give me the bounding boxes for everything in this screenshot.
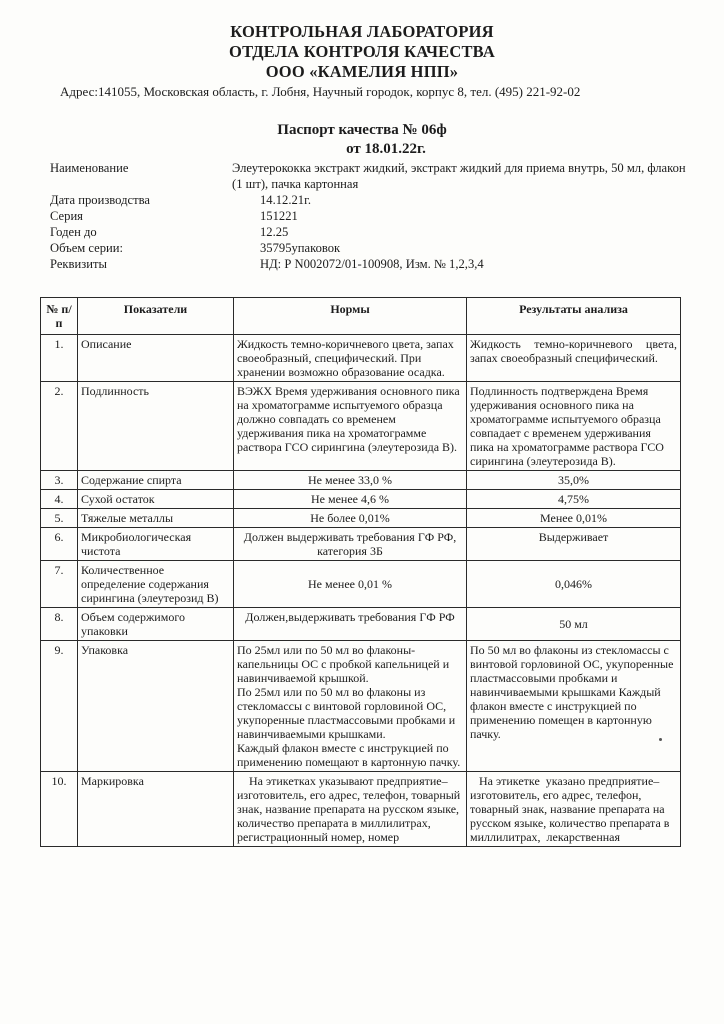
row-norm: Не менее 33,0 %: [234, 471, 467, 490]
requisites-value: НД: Р N002072/01-100908, Изм. № 1,2,3,4: [260, 257, 484, 271]
row-indicator: Упаковка: [78, 641, 234, 772]
row-indicator: Сухой остаток: [78, 490, 234, 509]
row-norm: [234, 641, 467, 772]
product-info: [50, 160, 690, 272]
row-num: 7.: [41, 561, 78, 608]
series-value: 151221: [260, 209, 298, 223]
series-label: Серия: [50, 209, 83, 223]
table-row: [41, 471, 681, 490]
row-result: 35,0%: [467, 471, 681, 490]
row-num: 5.: [41, 509, 78, 528]
volume-value: 35795упаковок: [260, 241, 341, 255]
table-row: [41, 561, 681, 608]
row-norm: Не менее 4,6 %: [234, 490, 467, 509]
row-indicator: Тяжелые металлы: [78, 509, 234, 528]
row-indicator: Микробиологическая чистота: [78, 528, 234, 561]
table-row: [41, 509, 681, 528]
row-indicator: Описание: [78, 335, 234, 382]
row-indicator: Содержание спирта: [78, 471, 234, 490]
volume-label: Объем серии:: [50, 241, 124, 255]
info-row-series: [50, 208, 690, 224]
row-indicator: Объем содержимого упаковки: [78, 608, 234, 641]
row-norm: Должен,выдерживать требования ГФ РФ: [234, 608, 467, 641]
header-indicator: Показатели: [78, 298, 234, 335]
row-result: На этикетке указано предприятие–изготовитель, его адрес, телефон, товарный знак, название препарата на русском языке, количество препарата в миллилитрах, лекарственная: [467, 772, 681, 847]
production-date-label: Дата производства: [50, 193, 150, 207]
row-result: По 50 мл во флаконы из стекломассы с винтовой горловиной ОС, укупоренные пластмассовыми пробками и навинчиваемыми крышками Каждый флакон вместе с инструкцией по применению помещен в картонную пачку.: [467, 641, 681, 772]
row-result: Подлинность подтверждена Время удерживания основного пика на хроматограмме испытуемого образца совпадает с временем удерживания пика на хроматограмме раствора ГСО сирингина (элеутерозида В).: [467, 382, 681, 471]
row-result: Менее 0,01%: [467, 509, 681, 528]
department-title: ОТДЕЛА КОНТРОЛЯ КАЧЕСТВА: [229, 42, 495, 61]
scan-mark: [659, 738, 662, 741]
packaging-norm-part-1: По 25мл или по 50 мл во флаконы-капельницы ОС с пробкой капельницей и навинчиваемой крышкой.: [237, 643, 450, 685]
row-norm: Не менее 0,01 %: [234, 561, 467, 608]
requisites-label: Реквизиты: [50, 257, 107, 271]
company-title: ООО «КАМЕЛИЯ НПП»: [265, 62, 459, 81]
row-indicator: Количественное определение содержания сирингина (элеутерозид В): [78, 561, 234, 608]
table-row: [41, 382, 681, 471]
info-row-requisites: [50, 256, 690, 272]
info-row-expiry: [50, 224, 690, 240]
table-row: [41, 772, 681, 847]
row-num: 6.: [41, 528, 78, 561]
table-row: [41, 608, 681, 641]
company-address: Адрес:141055, Московская область, г. Лобня, Научный городок, корпус 8, тел. (495) 221-92-02: [60, 84, 581, 99]
row-num: 9.: [41, 641, 78, 772]
row-result: 50 мл: [467, 608, 681, 641]
row-norm: На этикетках указывают предприятие–изготовитель, его адрес, телефон, товарный знак, название препарата на русском языке, количество препарата в миллилитрах, регистрационный номер, номер: [234, 772, 467, 847]
passport-date: от 18.01.22г.: [346, 141, 426, 157]
expiry-value: 12.25: [260, 225, 289, 239]
row-norm: ВЭЖХ Время удерживания основного пика на хроматограмме испытуемого образца должно совпадать со временем удерживания пика на хроматограмме раствора ГСО сирингина (элеутерозида В).: [234, 382, 467, 471]
header-results: Результаты анализа: [467, 298, 681, 335]
row-result: 0,046%: [467, 561, 681, 608]
packaging-norm-part-3: Каждый флакон вместе с инструкцией по применению помещают в картонную пачку.: [237, 741, 461, 769]
row-result: 4,75%: [467, 490, 681, 509]
table-row: [41, 490, 681, 509]
header-norms: Нормы: [234, 298, 467, 335]
row-norm: Не более 0,01%: [234, 509, 467, 528]
passport-title: Паспорт качества № 06ф: [277, 122, 447, 138]
info-row-volume: [50, 240, 690, 256]
table-row: [41, 641, 681, 772]
info-row-name: [50, 160, 690, 192]
row-indicator: Маркировка: [78, 772, 234, 847]
packaging-norm-part-2: По 25мл или по 50 мл во флаконы из стекломассы с винтовой горловиной ОС, укупоренные пластмассовыми пробками и навинчиваемыми крышками.: [237, 685, 456, 741]
table-header-row: [41, 298, 681, 335]
expiry-label: Годен до: [50, 225, 97, 239]
row-norm: Жидкость темно-коричневого цвета, запах своеобразный, специфический. При хранении возможно образование осадка.: [234, 335, 467, 382]
row-result: Выдерживает: [467, 528, 681, 561]
row-num: 3.: [41, 471, 78, 490]
row-indicator: Подлинность: [78, 382, 234, 471]
table-row: [41, 528, 681, 561]
row-num: 8.: [41, 608, 78, 641]
row-num: 1.: [41, 335, 78, 382]
row-num: 2.: [41, 382, 78, 471]
production-date-value: 14.12.21г.: [260, 193, 311, 207]
row-num: 10.: [41, 772, 78, 847]
quality-table: [40, 297, 681, 847]
row-result: Жидкость темно-коричневого цвета, запах своеобразный специфический.: [467, 335, 681, 382]
lab-title: КОНТРОЛЬНАЯ ЛАБОРАТОРИЯ: [230, 22, 494, 41]
header-num: № п/п: [41, 298, 78, 335]
name-value: Элеутерококка экстракт жидкий, экстракт жидкий для приема внутрь, 50 мл, флакон (1 шт), пачка картонная: [232, 161, 686, 191]
info-row-production-date: [50, 192, 690, 208]
name-label: Наименование: [50, 161, 129, 175]
row-norm: Должен выдерживать требования ГФ РФ, категория 3Б: [234, 528, 467, 561]
row-num: 4.: [41, 490, 78, 509]
table-row: [41, 335, 681, 382]
